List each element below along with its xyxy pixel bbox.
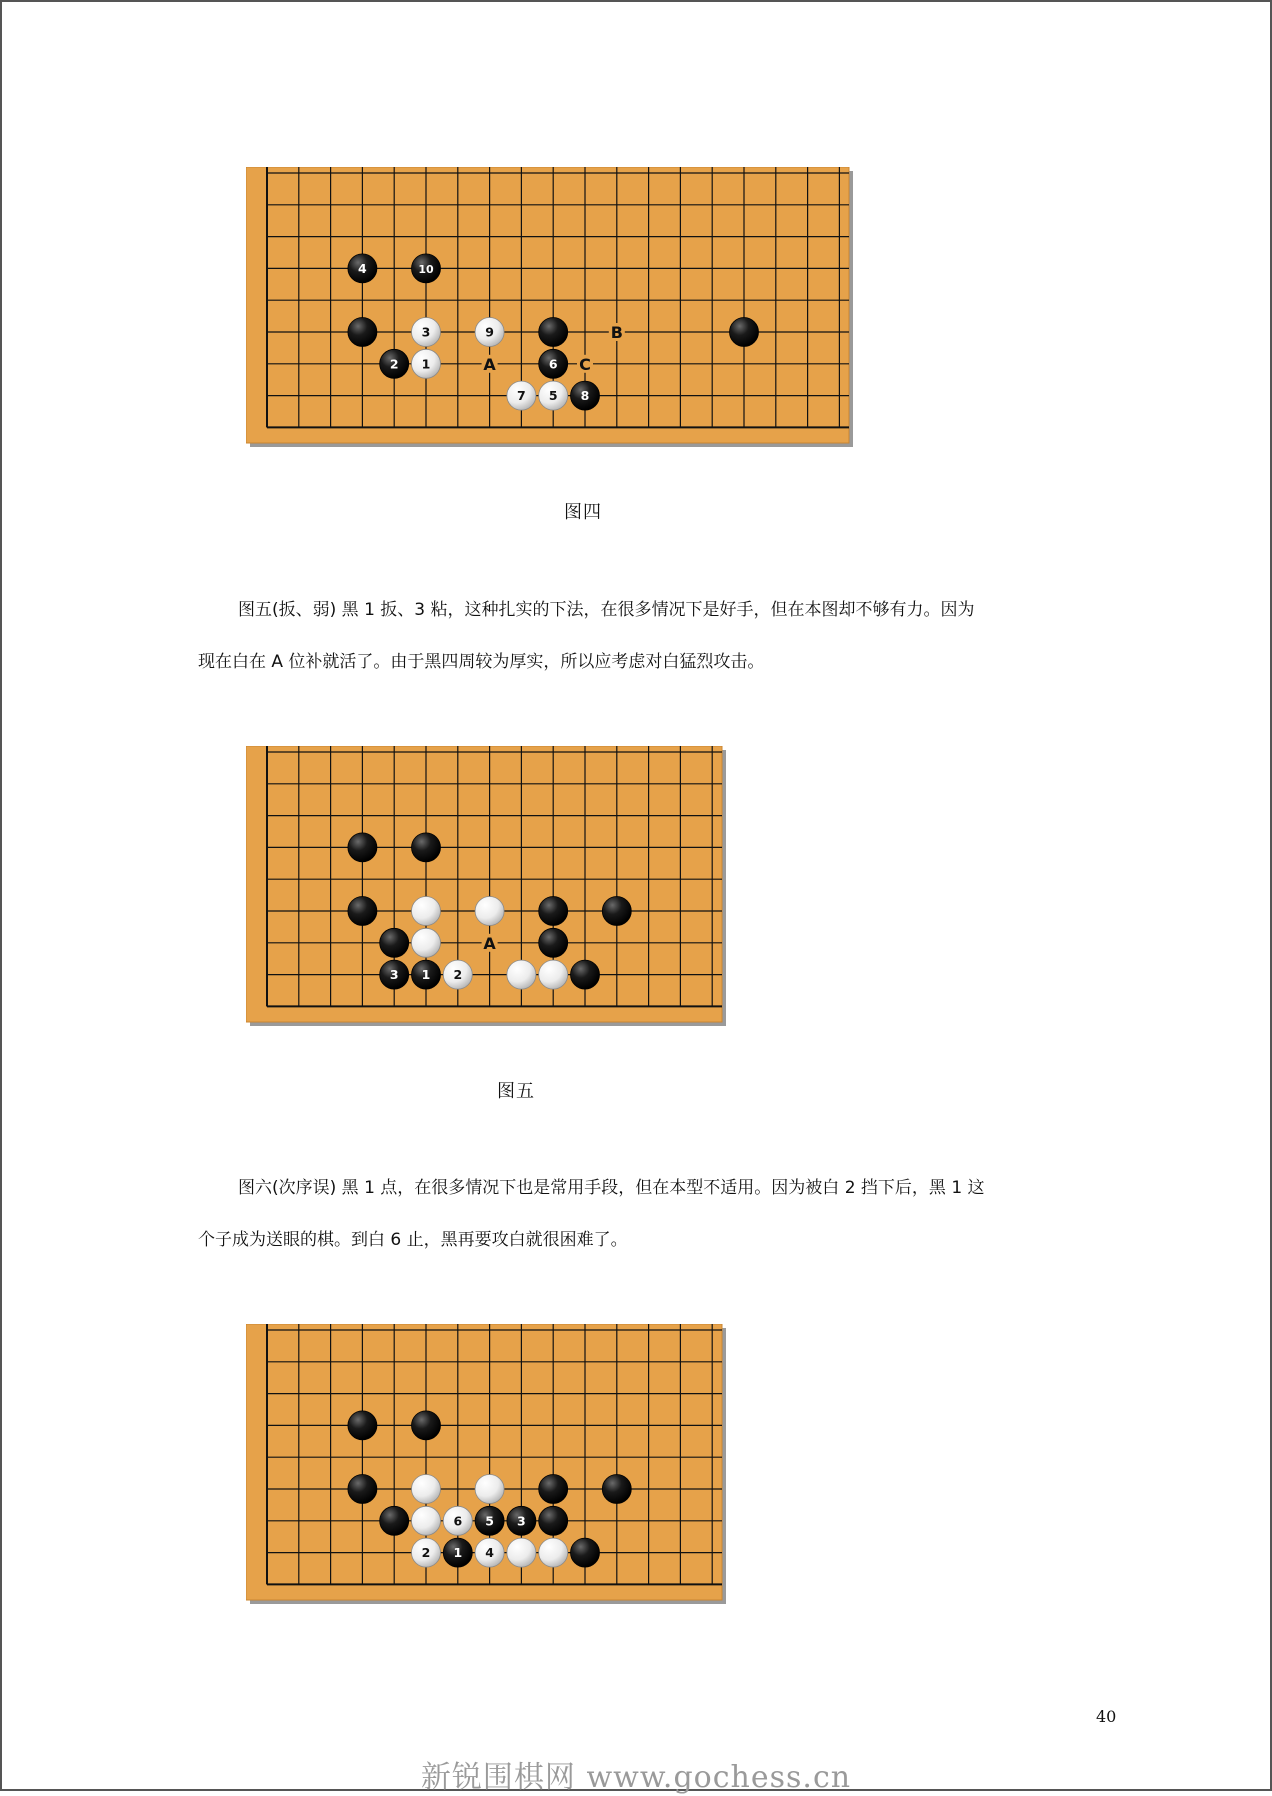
paragraph-line: 现在白在 A 位补就活了。由于黑四周较为厚实，所以应考虑对白猛烈攻击。	[198, 652, 765, 672]
black-stone	[571, 1538, 600, 1567]
paragraph-line: 图五(扳、弱) 黑 1 扳、3 粘，这种扎实的下法，在很多情况下是好手，但在本图却不够有力。因为	[238, 600, 975, 620]
black-stone	[539, 318, 568, 347]
white-stone	[539, 960, 568, 989]
board-svg	[246, 1324, 728, 1606]
black-stone	[348, 897, 377, 926]
paragraph-figure-5	[198, 584, 1098, 688]
white-stone	[539, 1538, 568, 1567]
go-board-figure-4	[246, 167, 855, 449]
black-stone	[571, 960, 600, 989]
stone-move-number: 6	[548, 356, 558, 372]
white-stone	[412, 928, 441, 957]
black-stone	[539, 1506, 568, 1535]
board-surface	[246, 746, 722, 1022]
caption-figure-5: 图五	[497, 1081, 535, 1102]
white-stone	[412, 1475, 441, 1504]
paragraph-line: 图六(次序误) 黑 1 点，在很多情况下也是常用手段，但在本型不适用。因为被白 2 挡下后，黑 1 这	[238, 1178, 985, 1198]
board-mark-label: A	[483, 354, 496, 374]
stone-move-number: 9	[485, 324, 494, 340]
white-stone	[412, 1506, 441, 1535]
stone-move-number: 1	[421, 967, 431, 983]
stone-move-number: 3	[421, 324, 431, 340]
stone-move-number: 10	[418, 262, 434, 276]
stone-move-number: 4	[485, 1545, 494, 1561]
stone-move-number: 3	[517, 1513, 526, 1529]
board-mark-label: C	[579, 354, 591, 374]
stone-move-number: 8	[580, 388, 590, 404]
paragraph-line: 个子成为送眼的棋。到白 6 止，黑再要攻白就很困难了。	[198, 1230, 628, 1250]
stone-move-number: 6	[453, 1513, 463, 1529]
black-stone	[348, 318, 377, 347]
stone-move-number: 3	[389, 967, 399, 983]
caption-figure-4: 图四	[564, 502, 602, 523]
board-mark-label: A	[483, 933, 496, 953]
white-stone	[475, 897, 504, 926]
black-stone	[380, 928, 409, 957]
stone-move-number: 2	[453, 967, 463, 983]
board-mark-label: B	[610, 323, 623, 342]
black-stone	[412, 1411, 441, 1440]
black-stone	[348, 1411, 377, 1440]
black-stone	[380, 1506, 409, 1535]
stone-move-number: 1	[453, 1545, 463, 1561]
white-stone	[507, 960, 536, 989]
black-stone	[348, 833, 377, 862]
white-stone	[475, 1475, 504, 1504]
white-stone	[412, 897, 441, 926]
stone-move-number: 5	[485, 1513, 494, 1529]
stone-move-number: 7	[517, 388, 526, 404]
black-stone	[412, 833, 441, 862]
black-stone	[539, 1475, 568, 1504]
go-board-figure-5	[246, 746, 728, 1028]
black-stone	[602, 897, 631, 926]
stone-move-number: 2	[389, 356, 399, 372]
black-stone	[730, 318, 759, 347]
paragraph-figure-6	[198, 1162, 1098, 1266]
black-stone	[348, 1475, 377, 1504]
stone-move-number: 4	[358, 260, 367, 276]
board-svg	[246, 167, 855, 449]
black-stone	[539, 897, 568, 926]
footer-watermark: 新锐围棋网 www.gochess.cn	[420, 1760, 852, 1795]
white-stone	[507, 1538, 536, 1567]
stone-move-number: 1	[421, 356, 431, 372]
page-number: 40	[1096, 1707, 1117, 1726]
stone-move-number: 5	[548, 388, 558, 404]
stone-move-number: 2	[421, 1545, 431, 1561]
go-board-figure-6	[246, 1324, 728, 1606]
board-svg	[246, 746, 728, 1028]
black-stone	[602, 1475, 631, 1504]
black-stone	[539, 928, 568, 957]
